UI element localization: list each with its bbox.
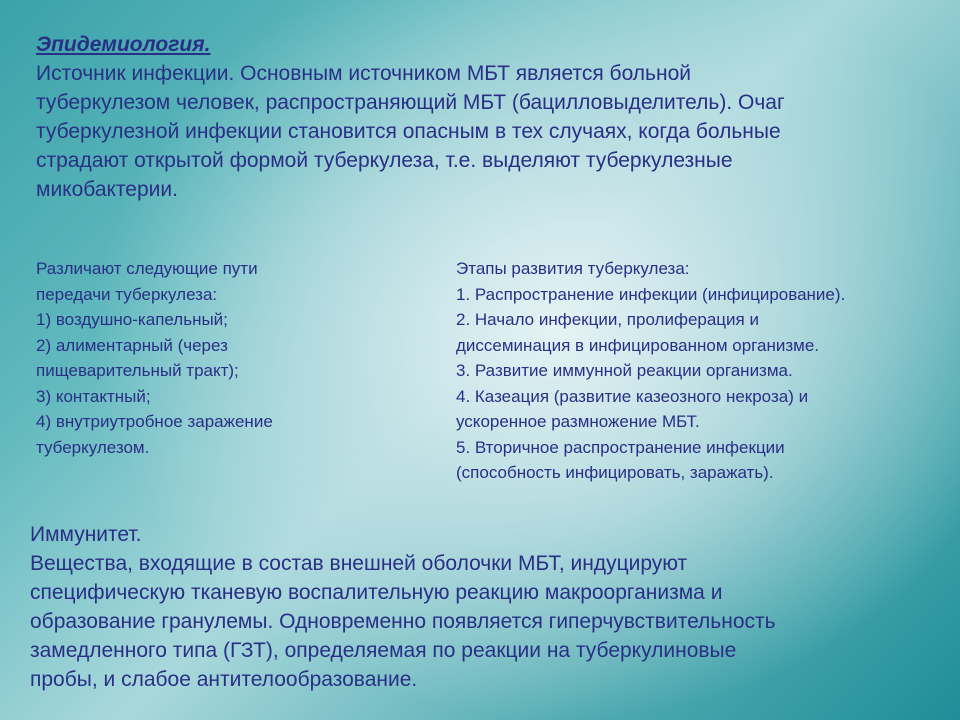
- immunity-line: специфическую тканевую воспалительную реакцию макроорганизма и: [30, 581, 723, 604]
- stages-line: 5. Вторичное распространение инфекции: [456, 437, 785, 457]
- stages-line: 3. Развитие иммунной реакции организма.: [456, 361, 793, 380]
- stages-line: диссеминация в инфицированном организме.: [456, 335, 819, 355]
- routes-line: 1) воздушно-капельный;: [36, 310, 228, 329]
- immunity-section: [30, 520, 930, 694]
- immunity-line: замедленного типа (ГЗТ), определяемая по реакции на туберкулиновые: [30, 639, 737, 662]
- transmission-routes-section: [36, 256, 356, 460]
- stages-line: (способность инфицировать, заражать).: [456, 463, 774, 482]
- routes-line: пищеварительный тракт);: [36, 361, 239, 380]
- epidemiology-line: страдают открытой формой туберкулеза, т.е. выделяют туберкулезные: [36, 149, 733, 172]
- stages-line: 4. Казеация (развитие казеозного некроза) и: [456, 386, 809, 406]
- development-stages-section: [456, 256, 956, 486]
- routes-line: 3) контактный;: [36, 386, 151, 406]
- stages-line: 2. Начало инфекции, пролиферация и: [456, 310, 759, 329]
- stages-line: ускоренное размножение МБТ.: [456, 412, 700, 431]
- stages-line: Этапы развития туберкулеза:: [456, 259, 690, 278]
- routes-line: 4) внутриутробное заражение: [36, 412, 273, 431]
- epidemiology-section: [36, 30, 916, 204]
- routes-line: туберкулезом.: [36, 437, 150, 457]
- immunity-line: образование гранулемы. Одновременно появляется гиперчувствительность: [30, 610, 776, 633]
- immunity-line: Вещества, входящие в состав внешней оболочки МБТ, индуцируют: [30, 552, 688, 575]
- epidemiology-line: туберкулезной инфекции становится опасным в тех случаях, когда больные: [36, 120, 781, 143]
- epidemiology-heading: Эпидемиология.: [36, 33, 211, 56]
- routes-line: 2) алиментарный (через: [36, 335, 228, 355]
- immunity-heading: Иммунитет.: [30, 523, 142, 546]
- epidemiology-line: туберкулезом человек, распространяющий МБТ (бацилловыделитель). Очаг: [36, 91, 785, 114]
- immunity-line: пробы, и слабое антителообразование.: [30, 668, 418, 691]
- epidemiology-line: Источник инфекции. Основным источником МБТ является больной: [36, 62, 691, 85]
- stages-line: 1. Распространение инфекции (инфицирование).: [456, 284, 846, 304]
- routes-line: передачи туберкулеза:: [36, 284, 218, 304]
- routes-line: Различают следующие пути: [36, 259, 258, 278]
- epidemiology-line: микобактерии.: [36, 178, 178, 201]
